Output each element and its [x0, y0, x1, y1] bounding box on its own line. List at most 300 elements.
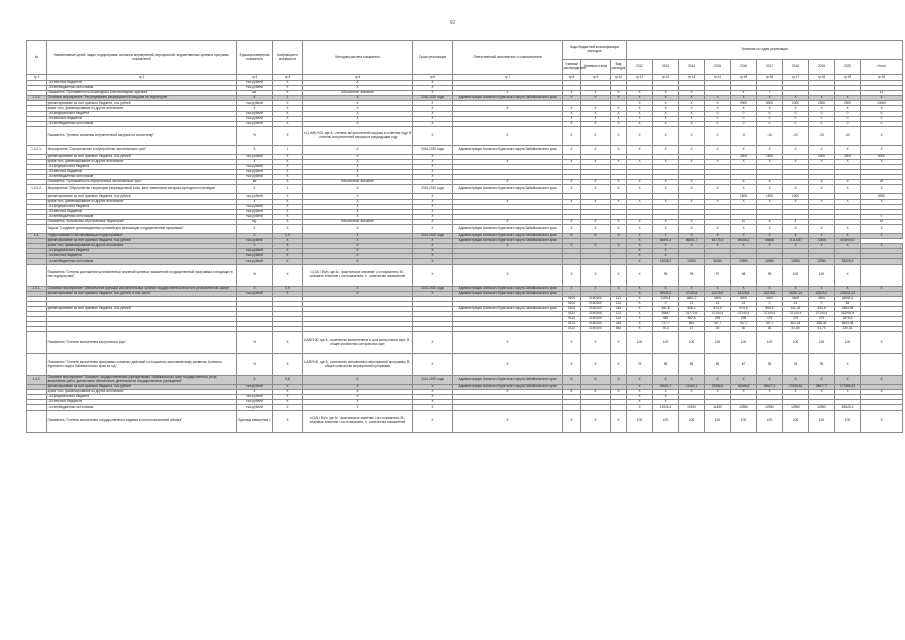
header-year-8: 2019: [809, 60, 835, 75]
row-value-9: 252951,6: [835, 312, 861, 317]
row-term: Х: [413, 219, 453, 224]
row-term: 2019-2020 годы: [413, 185, 453, 194]
row-code-1: 0113: [563, 312, 581, 317]
row-value-6: 100: [757, 332, 783, 354]
row-value-9: Х: [835, 233, 861, 238]
row-code-3: Х: [611, 145, 627, 154]
row-value-8: -25: [809, 126, 835, 145]
row-value-1: Х: [627, 126, 653, 145]
row-code-1: Х: [563, 126, 581, 145]
header-coef: Коэффициент значимости: [273, 41, 303, 75]
row-value-2: Х: [653, 224, 679, 233]
row-term: Х: [413, 291, 453, 296]
row-value-1: Х: [627, 405, 653, 410]
column-number: гр.5: [303, 75, 413, 81]
row-value-7: 100: [783, 332, 809, 354]
row-method: Х: [303, 175, 413, 180]
row-value-10: 11: [861, 91, 903, 96]
row-term: Х: [413, 154, 453, 159]
row-value-10: [861, 354, 903, 376]
row-value-7: Х: [783, 376, 809, 385]
row-value-2: Х: [653, 390, 679, 395]
row-code-2: Х: [581, 126, 611, 145]
row-unit: %: [237, 126, 273, 145]
row-term: Х: [413, 209, 453, 214]
row-value-1: Х: [627, 185, 653, 194]
table-row: [27, 332, 903, 354]
row-executor: Х: [453, 244, 563, 249]
row-unit: тыс.рублей: [237, 165, 273, 170]
row-name: - из внебюджетных источников: [47, 86, 237, 91]
row-value-1: Х: [627, 395, 653, 400]
row-unit: тыс.рублей: [237, 291, 273, 296]
row-value-8: 37144,4: [809, 312, 835, 317]
row-coef: Х: [273, 106, 303, 111]
row-value-6: 37144,4: [757, 312, 783, 317]
row-value-9: Х: [835, 354, 861, 376]
row-method: Х: [303, 185, 413, 194]
row-value-6: 12550: [757, 259, 783, 264]
row-value-5: Х: [731, 233, 757, 238]
row-value-10: Х: [861, 126, 903, 145]
row-value-10: 8000: [861, 154, 903, 159]
row-value-2: 100: [653, 410, 679, 432]
row-code-2: Х: [581, 199, 611, 204]
row-value-8: Х: [809, 145, 835, 154]
row-coef: Х: [273, 390, 303, 395]
row-value-6: Х: [757, 199, 783, 204]
row-value-3: 27: [679, 327, 705, 332]
row-name: - из местных бюджетов: [47, 209, 237, 214]
row-code-2: 2150100: [581, 327, 611, 332]
page-number: 92: [449, 20, 456, 26]
row-value-7: Х: [783, 96, 809, 101]
row-term: Х: [413, 400, 453, 405]
row-code-3: Х: [611, 91, 627, 96]
program-indicators-table: [26, 40, 903, 433]
row-term: Х: [413, 194, 453, 199]
row-value-10: 13000: [861, 101, 903, 106]
row-value-6: 767,7: [757, 322, 783, 327]
column-number: гр.18: [809, 75, 835, 81]
row-unit: тыс.рублей: [237, 385, 273, 390]
row-value-5: 26366,6: [731, 385, 757, 390]
row-coef: Х: [273, 121, 303, 126]
row-code-2: Х: [581, 286, 611, 291]
row-value-10: Х: [861, 185, 903, 194]
row-method: Х: [303, 111, 413, 116]
row-value-3: Х: [679, 126, 705, 145]
row-value-6: 5: [757, 219, 783, 224]
row-name: финансирование за счет краевого бюджета, тыс.рублей: [47, 194, 237, 199]
row-unit: тыс.рублей: [237, 175, 273, 180]
row-value-4: 37144,4: [705, 312, 731, 317]
row-unit: тыс.рублей: [237, 204, 273, 209]
row-value-3: Х: [679, 96, 705, 101]
row-coef: Х: [273, 126, 303, 145]
row-code-1: 0104: [563, 306, 581, 311]
row-value-4: 0: [705, 101, 731, 106]
row-code-3: Х: [611, 111, 627, 116]
row-value-6: 479: [757, 317, 783, 322]
row-executor: Х: [453, 159, 563, 164]
row-code-1: Х: [563, 390, 581, 395]
row-coef: Х: [273, 405, 303, 410]
row-value-1: Х: [627, 390, 653, 395]
row-value-4: Х: [705, 244, 731, 249]
row-value-9: 100: [835, 332, 861, 354]
row-code-3: Х: [611, 264, 627, 286]
row-value-4: 0: [705, 116, 731, 121]
row-name: - из местных бюджетов: [47, 81, 237, 86]
row-unit: тыс.рублей: [237, 395, 273, 400]
row-value-3: 100: [679, 410, 705, 432]
row-value-6: 894,5: [757, 306, 783, 311]
column-number: гр.13: [679, 75, 705, 81]
row-code-1: 0104: [563, 296, 581, 301]
row-number: [27, 354, 47, 376]
table-row: [27, 145, 903, 154]
row-value-1: Х: [627, 259, 653, 264]
row-value-9: 83: [835, 301, 861, 306]
row-value-7: 100: [783, 410, 809, 432]
row-value-7: 37144,4: [783, 312, 809, 317]
row-coef: Х: [273, 81, 303, 86]
row-value-4: 0: [705, 111, 731, 116]
row-unit: тыс.рублей: [237, 121, 273, 126]
row-value-4: Х: [705, 159, 731, 164]
row-unit: Х: [237, 199, 273, 204]
row-value-6: Х: [757, 145, 783, 154]
row-value-5: Х: [731, 286, 757, 291]
row-value-9: -30: [835, 126, 861, 145]
row-value-6: Х: [757, 106, 783, 111]
row-value-3: Х: [679, 101, 705, 106]
row-method: I=A/B*100, где A - количество исполненных мероприятий программы; B - общее количество мероприятий программы: [303, 354, 413, 376]
row-name: Основное мероприятие "Регулирование рекреационной нагрузки на территорию": [47, 96, 237, 101]
row-executor: Х: [453, 91, 563, 96]
row-name: Основное мероприятие "Оказание государственными учреждениями Забайкальского края государственных услуг, выполнение работ, финансовое обеспечение деятельности государственных учреждений": [47, 376, 237, 385]
row-term: Х: [413, 249, 453, 254]
row-value-1: Х: [627, 317, 653, 322]
row-value-5: 12550: [731, 259, 757, 264]
row-value-2: Х: [653, 91, 679, 96]
row-code-3: Х: [611, 286, 627, 291]
row-executor: Х: [453, 332, 563, 354]
table-row: [27, 126, 903, 145]
row-term: Х: [413, 254, 453, 259]
row-value-5: 12550: [731, 405, 757, 410]
row-value-9: Х: [835, 96, 861, 101]
row-code-3: Х: [611, 106, 627, 111]
row-method: Х: [303, 400, 413, 405]
row-value-6: 0: [757, 116, 783, 121]
row-value-7: Х: [783, 199, 809, 204]
row-name: - из внебюджетных источников: [47, 405, 237, 410]
row-value-1: Х: [627, 286, 653, 291]
row-code-2: 2150100: [581, 296, 611, 301]
row-value-3: 21: [679, 301, 705, 306]
row-name: - из внебюджетных источников: [47, 259, 237, 264]
row-value-9: Х: [835, 199, 861, 204]
row-method: I=(1-A/B)*100, где A - степень антропогенной нагрузки в отчетном году; B - степень антропогенной нагрузки в предыдущем году: [303, 126, 413, 145]
row-term: Х: [413, 159, 453, 164]
row-value-1: Х: [627, 327, 653, 332]
header-year-3: 2014: [679, 60, 705, 75]
row-code-1: Х: [563, 224, 581, 233]
row-value-5: 4409: [731, 296, 757, 301]
row-code-1: Х: [563, 159, 581, 164]
row-term: Х: [413, 180, 453, 185]
row-term: Х: [413, 224, 453, 233]
row-value-6: 4409: [757, 296, 783, 301]
row-value-8: 0: [809, 301, 835, 306]
row-value-9: 5553,38: [835, 322, 861, 327]
row-value-2: Х: [653, 96, 679, 101]
row-method: Х: [303, 116, 413, 121]
row-name: - из местных бюджетов: [47, 170, 237, 175]
row-code-2: Х: [581, 410, 611, 432]
row-value-6: 90: [757, 354, 783, 376]
row-value-4: Х: [705, 96, 731, 101]
row-value-8: Х: [809, 286, 835, 291]
row-code-1: Х: [563, 264, 581, 286]
row-value-9: Х: [835, 244, 861, 249]
row-term: Х: [413, 405, 453, 410]
row-method: Х: [303, 194, 413, 199]
row-value-1: Х: [627, 306, 653, 311]
row-value-5: 574,5: [731, 306, 757, 311]
row-code-1: Х: [563, 199, 581, 204]
row-name: Показатель "Количество обустроенных территорий": [47, 219, 237, 224]
row-value-8: 43529,2: [809, 291, 835, 296]
row-value-10: 28: [861, 180, 903, 185]
row-value-4: 100: [705, 410, 731, 432]
row-coef: Х: [273, 116, 303, 121]
row-value-6: Х: [757, 224, 783, 233]
row-value-9: Х: [835, 185, 861, 194]
column-number: гр.15: [731, 75, 757, 81]
row-value-6: 1500: [757, 194, 783, 199]
row-value-2: Х: [653, 121, 679, 126]
row-method: Х: [303, 199, 413, 204]
row-coef: Х: [273, 354, 303, 376]
row-number: 1.3.2.: [27, 96, 47, 101]
row-method: Х: [303, 224, 413, 233]
row-method: Х: [303, 286, 413, 291]
row-code-2: Х: [581, 233, 611, 238]
column-number: гр.16: [757, 75, 783, 81]
row-unit: %: [237, 264, 273, 286]
row-value-1: Х: [627, 91, 653, 96]
row-value-8: 1500: [809, 154, 835, 159]
header-unit: Единица измерения показателя: [237, 41, 273, 75]
row-term: Х: [413, 111, 453, 116]
row-value-6: 7: [757, 91, 783, 96]
row-value-8: Х: [809, 233, 835, 238]
row-unit: %: [237, 332, 273, 354]
header-code-2: Целевая статья: [581, 60, 611, 75]
row-value-5: Х: [731, 244, 757, 249]
row-unit: Х: [237, 159, 273, 164]
row-value-10: Х: [861, 410, 903, 432]
row-value-2: Х: [653, 400, 679, 405]
row-value-9: 293001,14: [835, 291, 861, 296]
row-value-7: 51,35: [783, 327, 809, 332]
row-number: 1.3.2.2.: [27, 185, 47, 194]
row-code-1: Х: [563, 116, 581, 121]
row-value-5: 98: [731, 264, 757, 286]
row-name: Мероприятие "Обустройство территории рекреационной зоны, вахт, памятников историко-культурного наследия": [47, 185, 237, 194]
row-value-4: 0: [705, 126, 731, 145]
row-value-8: 0: [809, 116, 835, 121]
row-value-6: 1500: [757, 154, 783, 159]
row-value-8: 95: [809, 354, 835, 376]
row-value-3: Х: [679, 116, 705, 121]
row-name: - из местных бюджетов: [47, 400, 237, 405]
row-value-4: Х: [705, 145, 731, 154]
row-value-7: 100: [783, 264, 809, 286]
row-coef: Х: [273, 400, 303, 405]
row-value-9: 177886,43: [835, 385, 861, 390]
row-value-6: 8000: [757, 101, 783, 106]
row-code-1: Х: [563, 106, 581, 111]
row-value-10: Х: [861, 332, 903, 354]
row-value-2: 95: [653, 264, 679, 286]
row-term: Х: [413, 264, 453, 286]
row-value-6: Х: [757, 286, 783, 291]
row-name: кроме того, финансирование из других источников:: [47, 199, 237, 204]
row-name: кроме того, финансирование из других источников:: [47, 106, 237, 111]
row-executor: Х: [453, 180, 563, 185]
row-term: Х: [413, 101, 453, 106]
row-value-3: Х: [679, 91, 705, 96]
row-value-7: -20: [783, 126, 809, 145]
row-term: Х: [413, 170, 453, 175]
row-value-9: 0: [835, 111, 861, 116]
row-code-1: Х: [563, 180, 581, 185]
row-value-2: 39930,2: [653, 291, 679, 296]
row-unit: Х: [237, 244, 273, 249]
row-value-4: 100: [705, 332, 731, 354]
row-code-1: Х: [563, 185, 581, 194]
row-value-9: Х: [835, 145, 861, 154]
row-term: Х: [413, 126, 453, 145]
row-value-7: Х: [783, 390, 809, 395]
header-code-3: Вид расходов: [611, 60, 627, 75]
row-executor: Администрация Агинского Бурятского округа Забайкальского края: [453, 385, 563, 390]
row-code-3: Х: [611, 126, 627, 145]
row-value-6: 26627,4: [757, 385, 783, 390]
row-coef: Х: [273, 194, 303, 199]
row-value-8: 100: [809, 410, 835, 432]
row-method: Х: [303, 170, 413, 175]
row-value-4: 85: [705, 354, 731, 376]
row-coef: Х: [273, 249, 303, 254]
row-method: Х: [303, 249, 413, 254]
row-term: Х: [413, 214, 453, 219]
row-value-2: 100: [653, 332, 679, 354]
column-number: гр.8: [563, 75, 581, 81]
row-name: Задача "Создание организационных условий для реализации государственной программы": [47, 224, 237, 233]
row-name: финансирование за счет краевого бюджета, тыс.рублей: [47, 154, 237, 159]
header-term: Сроки реализации: [413, 41, 453, 75]
row-value-10: 0: [861, 121, 903, 126]
row-term: Х: [413, 165, 453, 170]
row-value-1: Х: [627, 264, 653, 286]
row-code-3: Х: [611, 244, 627, 249]
row-code-3: Х: [611, 354, 627, 376]
row-name: кроме того, финансирование из других источников:: [47, 159, 237, 164]
row-unit: ед.: [237, 219, 273, 224]
row-method: Абсолютное значение: [303, 180, 413, 185]
row-method: Х: [303, 209, 413, 214]
row-value-6: 99: [757, 264, 783, 286]
row-name: Мероприятие "Строительство и обустройство экологических троп": [47, 145, 237, 154]
row-method: Х: [303, 244, 413, 249]
row-coef: Х: [273, 165, 303, 170]
row-value-8: 5: [809, 180, 835, 185]
row-value-1: 100: [627, 332, 653, 354]
row-code-2: Х: [581, 121, 611, 126]
row-value-5: 9000: [731, 101, 757, 106]
row-code-2: 2150100: [581, 322, 611, 327]
row-name: Показатель "Степень достижения установленных значений целевых показателей государственной программы и входящих в нее подпрограмм": [47, 264, 237, 286]
row-value-2: Х: [653, 180, 679, 185]
row-code-2: Х: [581, 159, 611, 164]
row-value-9: 3384,95: [835, 306, 861, 311]
column-number: гр.2: [47, 75, 237, 81]
row-code-2: 2150100: [581, 312, 611, 317]
header-num: №: [27, 41, 47, 75]
row-unit: Х: [237, 106, 273, 111]
row-coef: Х: [273, 244, 303, 249]
row-value-9: 100: [835, 410, 861, 432]
row-value-10: [861, 264, 903, 286]
row-value-5: 0: [731, 116, 757, 121]
row-term: Х: [413, 395, 453, 400]
row-value-9: 0: [835, 121, 861, 126]
row-term: 2016-2020 годы: [413, 96, 453, 101]
row-value-3: 508,2: [679, 306, 705, 311]
row-unit: тыс.рублей: [237, 170, 273, 175]
row-coef: Х: [273, 204, 303, 209]
column-number: гр.7: [453, 75, 563, 81]
row-value-1: Х: [627, 312, 653, 317]
row-unit: тыс.рублей: [237, 194, 273, 199]
table-row: [27, 185, 903, 194]
row-unit: тыс.рублей: [237, 405, 273, 410]
row-code-3: 122: [611, 301, 627, 306]
row-value-1: Х: [627, 233, 653, 238]
row-name: Показатель "Уровень снижения антропогенной нагрузки на экосистему": [47, 126, 237, 145]
row-value-2: Х: [653, 286, 679, 291]
row-number: [27, 126, 47, 145]
row-code-2: Х: [581, 264, 611, 286]
row-value-4: 11450: [705, 259, 731, 264]
row-name: - из местных бюджетов: [47, 254, 237, 259]
row-executor: Администрация Агинского Бурятского округа Забайкальского края: [453, 185, 563, 194]
row-executor: Администрация Агинского Бурятского округа Забайкальского края: [453, 286, 563, 291]
row-code-1: 0104: [563, 301, 581, 306]
row-term: Х: [413, 332, 453, 354]
row-value-3: 891: [679, 322, 705, 327]
row-value-2: Х: [653, 199, 679, 204]
row-value-9: Х: [835, 159, 861, 164]
row-term: Х: [413, 244, 453, 249]
row-unit: тыс.рублей: [237, 116, 273, 121]
row-method: Х: [303, 154, 413, 159]
